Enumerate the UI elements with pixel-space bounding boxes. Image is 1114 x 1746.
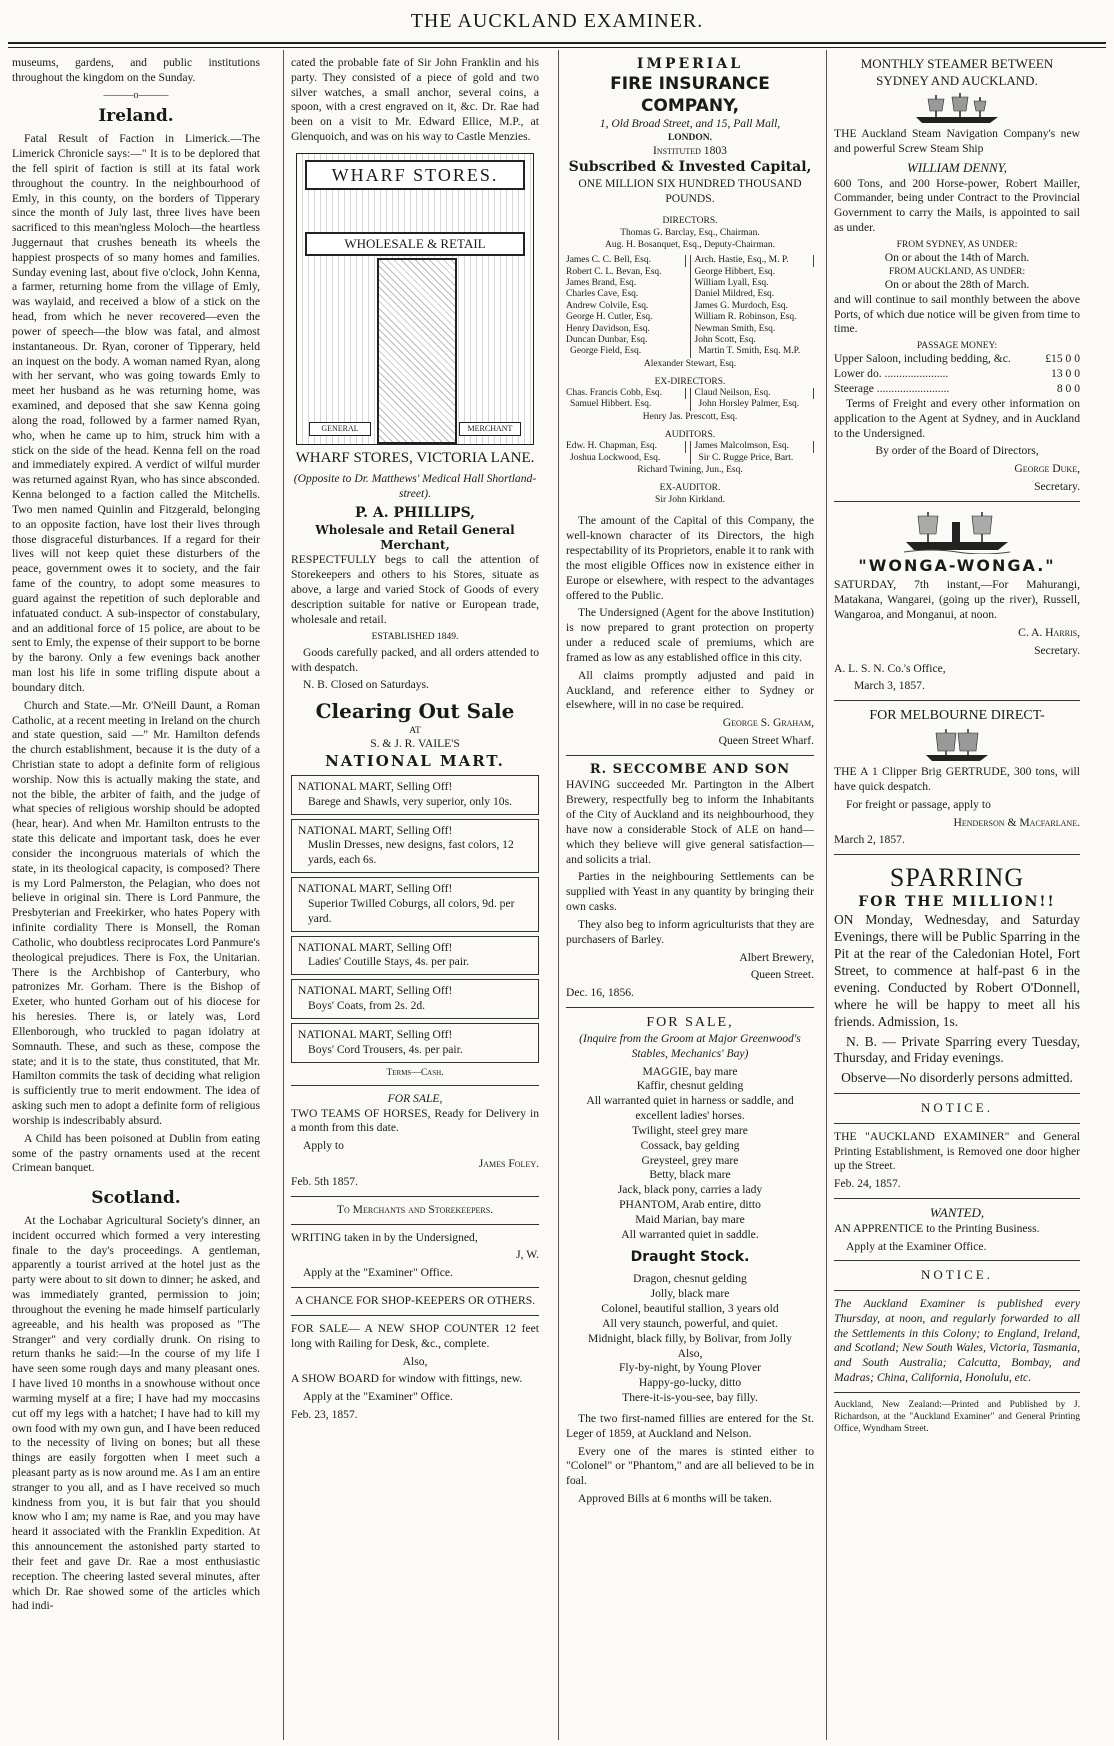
- apply-to: Apply to: [303, 1139, 344, 1153]
- brewery-street: Queen Street.: [750, 968, 814, 982]
- article-paragraph: Church and State.—Mr. O'Neill Daunt, a Roman Catholic, at a recent meeting in Ireland on the church and state question, said —" Mr. Hamilton defends the church establishment, because it is the duty of a Christian state to adopt a definite form of religious worship. Now this is actually making the state, and not the bible, the arbiter of faith, and the judge of what species of religious worship should be adopted (hear, hear). And when Mr. Hamilton entrusts to the state this delicate and important task, does he ever consider the incongruous materials of which the state, in its theological capacity, is composed? There is my Lord Palmerston, the Pelagian, who does not believe in original sin. There is Lord Panmure, the Presbyterian and Freekirker, who hates Popery with infinite cordiality There is Monsell, the Roman Catholic, who doubtless reciprocates Lord Panmure's theological prejudices. There is Fox, the Unitarian. There is the Archbishop of Canterbury, who patronizes Mr. Gorham. There is the Bishop of Exeter, who hunted Gorham out of his diocese for his heresies. There is, or lately was, Lord Ellenborough, who truckled to pagan idolatry at Somnauth. These, and such as these, compose the state; and it is to the state, thus constituted, that Mr. Hamilton commits the task of deciding what religion is sufficiently true to merit endowment. The idea of asking such men to adopt a definite form of religious worship is indescribably absurd.: [12, 698, 260, 1127]
- ex-director: Henry Jas. Prescott, Esq.: [642, 411, 738, 422]
- steamship-icon: [912, 91, 1002, 125]
- divider: [291, 1287, 539, 1288]
- store-door: [377, 258, 457, 444]
- mart-item-head: NATIONAL MART, Selling Off!: [298, 984, 453, 998]
- sparring-heading: SPARRING: [889, 863, 1025, 893]
- divider: [566, 755, 814, 756]
- ireland-heading: Ireland.: [98, 106, 174, 127]
- horse-item: Kaffir, chesnut gelding: [636, 1079, 744, 1093]
- wonga-heading: "WONGA-WONGA.": [858, 555, 1056, 575]
- mart-item-head: NATIONAL MART, Selling Off!: [298, 1027, 453, 1041]
- director: Daniel Mildred, Esq.: [694, 289, 775, 300]
- foley-name: James Foley.: [478, 1157, 539, 1171]
- mart-item: [291, 819, 539, 873]
- director: Newman Smith, Esq.: [694, 323, 776, 334]
- director: William R. Robinson, Esq.: [694, 312, 797, 323]
- horse-item: All warranted quiet in harness or saddle, and excellent ladies' horses.: [586, 1094, 794, 1123]
- mart-item: [291, 1023, 539, 1063]
- fare-row: [834, 367, 1080, 382]
- seccombe-paragraph: They also beg to inform agriculturists that they are purchasers of Barley.: [566, 917, 814, 946]
- director: Duncan Dunbar, Esq.: [566, 334, 648, 345]
- auditor: Richard Twining, Jun., Esq.: [637, 464, 743, 475]
- director: Robert C. L. Bevan, Esq.: [566, 266, 662, 277]
- alsn-date: March 3, 1857.: [854, 679, 925, 693]
- fare-price: 8 0 0: [1056, 382, 1080, 396]
- horse-item: Maid Marian, bay mare: [635, 1212, 745, 1226]
- sparring-paragraph: Observe—No disorderly persons admitted.: [841, 1070, 1073, 1086]
- publication-notice: The Auckland Examiner is published every Thursday, at noon, and regularly forwarded to all the Settlements in this Colony; to England, Ireland, and Scotland; New South Wales, Victoria, Tasmania, and South Australia; Calcutta, Bombay, and Madras; China, California, Honolulu, etc.: [834, 1296, 1080, 1385]
- for-sale-paragraph: The two first-named fillies are entered for the St. Leger of 1859, at Auckland and Nelson.: [566, 1411, 814, 1440]
- mart-item-body: Superior Twilled Coburgs, all colors, 9d. per yard.: [308, 896, 515, 925]
- melbourne-heading: FOR MELBOURNE DIRECT-: [869, 708, 1045, 724]
- passage-heading: PASSAGE MONEY:: [916, 341, 998, 352]
- draught-item: There-it-is-you-see, bay filly.: [622, 1391, 758, 1405]
- divider: [566, 1007, 814, 1008]
- established: ESTABLISHED 1849.: [371, 631, 459, 642]
- draught-stock-heading: Draught Stock.: [630, 1248, 750, 1265]
- ex-director: Samuel Hibbert. Esq.: [570, 399, 652, 410]
- divider: [834, 1392, 1080, 1393]
- fare-table: [834, 352, 1080, 396]
- mart-item-head: NATIONAL MART, Selling Off!: [298, 882, 453, 896]
- ex-auditor-heading: EX-AUDITOR.: [659, 483, 721, 494]
- instituted: Instituted 1803: [653, 144, 727, 158]
- intro-text: museums, gardens, and public institutions throughout the kingdom on the Sunday.: [12, 56, 260, 84]
- director: James C. C. Bell, Esq.: [566, 255, 686, 266]
- clearing-sale-heading: Clearing Out Sale: [315, 699, 515, 724]
- divider: [834, 700, 1080, 701]
- draught-item: All very staunch, powerful, and quiet.: [602, 1316, 778, 1330]
- foley-date: Feb. 5th 1857.: [291, 1174, 358, 1188]
- divider: [834, 1260, 1080, 1261]
- jw-sign: J, W.: [516, 1248, 539, 1262]
- mart-items: [291, 775, 539, 1063]
- horses-ad: TWO TEAMS OF HORSES, Ready for Delivery in a month from this date.: [291, 1106, 539, 1135]
- for-sale-heading: FOR SALE,: [646, 1015, 734, 1031]
- horse-item: Jack, black pony, carries a lady: [617, 1183, 763, 1197]
- million-heading: FOR THE MILLION!!: [858, 894, 1056, 911]
- for-sale-paragraph: Every one of the mares is stinted either to "Colonel" or "Phantom," and are all believed to be in foal.: [566, 1444, 814, 1488]
- from-auckland: FROM AUCKLAND, AS UNDER:: [888, 266, 1026, 277]
- article-continuation: cated the probable fate of Sir John Franklin and his party. They consisted of a piece of gold and two silver watches, a small anchor, several coins, a spoon, with a crest engraved on it, &c. Dr. Rae had been on a visit to Mr. Edward Ellice, M.P., at Glenquoich, and was on his way to Castle Menzies.: [291, 56, 539, 144]
- phillips-body: RESPECTFULLY begs to call the attention of Storekeepers and others to his Stores, situate as above, a large and varied Stock of Goods of every description suitable for native or European trade, wholesale and retail.: [291, 553, 539, 626]
- fare-row: [834, 352, 1080, 367]
- notice-heading: NOTICE.: [921, 1100, 993, 1116]
- horse-item: Betty, black mare: [649, 1168, 731, 1182]
- chance-heading: A CHANCE FOR SHOP-KEEPERS OR OTHERS.: [294, 1294, 536, 1308]
- brewery-date: Dec. 16, 1856.: [566, 986, 634, 1000]
- capital-amount: ONE MILLION SIX HUNDRED THOUSAND POUNDS.: [578, 177, 802, 205]
- fare-label: Upper Saloon, including bedding, &c.: [834, 352, 1011, 366]
- for-sale-heading: FOR SALE,: [387, 1091, 443, 1105]
- mart-item: [291, 936, 539, 976]
- steamer-paragraph: 600 Tons, and 200 Horse-power, Robert Mailler, Commander, being under Contract to the Provincial Government to carry the Mails, is appointed to sail as under.: [834, 176, 1080, 235]
- show-board-ad: A SHOW BOARD for window with fittings, new.: [291, 1372, 523, 1386]
- notice-heading: NOTICE.: [921, 1267, 993, 1283]
- auckland-date: On or about the 28th of March.: [884, 277, 1030, 291]
- auditor: Sir C. Rugge Price, Bart.: [698, 452, 794, 463]
- apply-examiner: Apply at the "Examiner" Office.: [303, 1390, 453, 1404]
- director: George H. Cutler, Esq.: [566, 312, 653, 323]
- wonga-paragraph: SATURDAY, 7th instant,—For Mahurangi, Matakana, Wangarei, (going up the river), Russell, Wangaroa, and Monganui, at noon.: [834, 578, 1080, 622]
- store-sign-left: GENERAL: [309, 422, 371, 436]
- fare-row: [834, 382, 1080, 397]
- brewery-name: Albert Brewery,: [739, 950, 814, 964]
- directors-right: [691, 255, 815, 358]
- wharf-stores-engraving: [296, 153, 534, 445]
- ex-director: Claud Neilson, Esq.: [695, 388, 815, 399]
- fare-price: 13 0 0: [1051, 367, 1080, 381]
- store-sign-middle: WHOLESALE & RETAIL: [305, 232, 525, 256]
- mart-item: [291, 877, 539, 931]
- article-paragraph: Fatal Result of Faction in Limerick.—The Limerick Chronicle says:—" It is to be deplored that the fell spirit of faction is still at its fatal work throughout the country. In the neighbourhood of Emly, in this county, on the borders of Tipperary since the month of July last, three lives have been sacrificed to this mean'ngless Moloch—the heartless Juggernaut that crushes beneath its wheels the happiest prospects of so many homes and families. Sunday evening last, about five o'clock, John Kenna, a farmer, returning home from the village of Emly, was waylaid, and received a blow of a stick on the head, from which he never recovered—even the power of speech—the blow was fatal, and almost instantaneous. Dr. Ryan, coroner of Tipperary, held an inquest on the body. A woman named Ryan, along with her servant, who was going towards Emly to meet her husband as he was returning home, was examined, and deposed that she saw Kenna going along the road, followed by a farmer named Ryan, who, when he came up to him, struck him with a stick on the side of the head. Kenna fell on the road and immediately expired. A verdict of wilful murder was returned against Ryan, who has since absconded. Kenna belonged to a faction called the Mitchells. Two men named Quinlin and Fitzgerald, belonging to an opposite faction, have lost their lives through those disgraceful disturbances. If a regard for their lives will not keep quiet these disturbers of the peace, government owes it to society, and the fair fame of the country, to adopt some measures to guard against the repetition of such deplorable and infatuated conduct. A sub-inspector of constabulary, and an additional force of 15 police, are about to be sent to Emly, the expense of their support to be borne by the barony. Only a few evenings back another man lost his life in some trifling dispute about a boundary ditch.: [12, 132, 260, 694]
- fare-price: £15 0 0: [1045, 352, 1080, 366]
- london-label: LONDON.: [667, 133, 713, 144]
- divider: [291, 1085, 539, 1086]
- column-3: [566, 56, 814, 1738]
- ex-director: Chas. Francis Cobb, Esq.: [566, 388, 686, 399]
- insurance-paragraph: The Undersigned (Agent for the above Institution) is now prepared to grant protection on property under a reduced scale of premiums, which are framed as low as any established office in this city.: [566, 606, 814, 664]
- chairman: Thomas G. Barclay, Esq., Chairman.: [620, 227, 760, 238]
- divider: [291, 1315, 539, 1316]
- draught-item: Midnight, black filly, by Bolivar, from Jolly: [588, 1331, 792, 1345]
- divider: [834, 1198, 1080, 1199]
- column-divider: [558, 50, 559, 1740]
- fare-label: Lower do. ......................: [834, 367, 949, 381]
- divider: [834, 854, 1080, 855]
- ex-auditor: Sir John Kirkland.: [655, 495, 725, 506]
- article-paragraph: A Child has been poisoned at Dublin from eating some of the pastry ornaments used at the recent Crimean banquet.: [12, 1131, 260, 1175]
- for-sale-subtitle: (Inquire from the Groom at Major Greenwood's Stables, Mechanics' Bay): [579, 1031, 801, 1060]
- director: James Brand, Esq.: [566, 278, 637, 289]
- shop-counter-ad: FOR SALE— A NEW SHOP COUNTER 12 feet long with Railing for Desk, &c., complete.: [291, 1321, 539, 1350]
- fire-insurance-heading: FIRE INSURANCE COMPANY,: [610, 73, 770, 116]
- director: Henry Davidson, Esq.: [566, 323, 650, 334]
- draught-item: Also,: [677, 1346, 703, 1360]
- horse-item: Cossack, bay gelding: [640, 1138, 740, 1152]
- by-order: By order of the Board of Directors,: [875, 444, 1039, 458]
- masthead-rule: [8, 42, 1106, 48]
- from-sydney: FROM SYDNEY, AS UNDER:: [896, 239, 1018, 250]
- seccombe-paragraph: Parties in the neighbouring Settlements can be supplied with Yeast in any quantity by bringing their own casks.: [566, 870, 814, 914]
- vaile-name: S. & J. R. VAILE'S: [370, 736, 460, 750]
- at-label: AT: [409, 725, 421, 736]
- divider: [834, 1123, 1080, 1124]
- divider: [834, 501, 1080, 502]
- horse-item: Twilight, steel grey mare: [632, 1123, 748, 1137]
- store-sign-top: WHARF STORES.: [305, 160, 525, 190]
- wanted-heading: WANTED,: [929, 1205, 985, 1221]
- imperial-heading: IMPERIAL: [636, 56, 744, 72]
- auditor: Joshua Lockwood, Esq.: [570, 452, 661, 463]
- wanted-paragraph: AN APPRENTICE to the Printing Business.: [834, 1221, 1040, 1235]
- director: Alexander Stewart, Esq.: [643, 358, 737, 369]
- director: George Field, Esq.: [570, 346, 642, 357]
- column-1: [12, 56, 260, 1738]
- steamer-paragraph: THE Auckland Steam Navigation Company's new and powerful Screw Steam Ship: [834, 127, 1080, 156]
- mart-item-head: NATIONAL MART, Selling Off!: [298, 823, 453, 837]
- notice-paragraph: THE "AUCKLAND EXAMINER" and General Printing Establishment, is Removed one door higher up the Street.: [834, 1129, 1080, 1173]
- national-mart-heading: NATIONAL MART.: [325, 751, 505, 770]
- printer-imprint: Auckland, New Zealand:—Printed and Published by J. Richardson, at the "Auckland Examiner" and General Printing Office, Wyndham Street.: [834, 1399, 1080, 1435]
- horse-item: All warranted quiet in saddle.: [621, 1227, 759, 1241]
- wharf-title: WHARF STORES, VICTORIA LANE.: [295, 449, 535, 466]
- wanted-apply: Apply at the Examiner Office.: [846, 1239, 987, 1253]
- divider: [834, 1290, 1080, 1291]
- also-label: Also,: [402, 1354, 428, 1368]
- graham-name: George S. Graham,: [722, 716, 814, 730]
- scotland-heading: Scotland.: [91, 1188, 181, 1209]
- sparring-paragraph: N. B. — Private Sparring every Tuesday, Thursday, and Friday evenings.: [834, 1033, 1080, 1066]
- mart-item: [291, 979, 539, 1019]
- gertrude-paragraph: THE A 1 Clipper Brig GERTRUDE, 300 tons, will have quick despatch.: [834, 765, 1080, 793]
- terms: Terms—Cash.: [386, 1067, 444, 1078]
- insurance-paragraph: All claims promptly adjusted and paid in Auckland, and reference either to Sydney or elsewhere, will in no case be required.: [566, 668, 814, 712]
- phillips-name: P. A. PHILLIPS,: [354, 504, 476, 521]
- graham-address: Queen Street Wharf.: [718, 734, 814, 748]
- divider: [834, 1093, 1080, 1094]
- article-paragraph: At the Lochabar Agricultural Society's dinner, an incident occurred which formed a very interesting finale to the day's proceedings. A gentleman, apparently a tourist arrived at the hotel just as the party were about to sit down to dinner; he asked, and was immediately granted, permission to join; throughout the evening he made himself particularly agreeable, and his health was proposed as "The Stranger" and very cordially drunk. On rising to return thanks he said:—In the course of my life I have seen some rough days and many pleasant ones. I have lived 10 months in a snowhouse without once warming myself at a fire; I have had my moccasins cut off my legs with a hatchet; I have had to kill my own food with my own gun, and I have been reduced to the necessity of living on bones; but all these things are easily forgotten when I meet such a pleasant party as is now around me. As I am an entire stranger to you all, and as I have received so much kindness from you, it is but fair that you should know who I am; my name is Rae, and you may have heard it associated with the Franklin Expedition. At this announcement the astonished party started to their feet and gave Dr. Rae a most enthusiastic reception. The cheering lasted several minutes, after which Dr. Rae showed some of the articles which had indi-: [12, 1213, 260, 1613]
- for-sale-paragraph: Approved Bills at 6 months will be taken.: [578, 1492, 772, 1506]
- fare-label: Steerage .........................: [834, 382, 950, 396]
- merchants-heading: To Merchants and Storekeepers.: [336, 1202, 494, 1216]
- director: Martin T. Smith, Esq. M.P.: [698, 346, 801, 357]
- auditor: James Malcolmson, Esq.: [695, 441, 815, 452]
- draught-item: Dragon, chesnut gelding: [633, 1272, 747, 1286]
- sparring-paragraph: ON Monday, Wednesday, and Saturday Evenings, there will be Public Sparring in the Pit at the rear of the Caledonian Hotel, Fort Street, to commence at half-past 6 in the evening. Conducted by Robert O'Donnell, where he will be happy to meet all his friends. Admission, 1s.: [834, 912, 1080, 1029]
- director: Andrew Colvile, Esq.: [566, 300, 649, 311]
- mart-item-body: Muslin Dresses, new designs, fast colors, 12 yards, each 6s.: [308, 838, 514, 867]
- mart-item-head: NATIONAL MART, Selling Off!: [298, 940, 453, 954]
- draught-item: Fly-by-night, by Young Plover: [618, 1361, 762, 1375]
- shop-date: Feb. 23, 1857.: [291, 1407, 358, 1421]
- auditors-list: [566, 441, 814, 464]
- insurance-paragraph: The amount of the Capital of this Company, the well-known character of its Directors, the high respectability of its Proprietors, enable it to rank with the most eligible Offices now in existence either in Europe or elsewhere, with respect to the advantages offered to the Public.: [566, 514, 814, 602]
- draught-item: Jolly, black mare: [650, 1287, 730, 1301]
- capital-heading: Subscribed & Invested Capital,: [568, 159, 812, 176]
- director: George Hibbert, Esq.: [694, 266, 776, 277]
- mart-item-body: Boys' Coats, from 2s. 2d.: [308, 999, 426, 1013]
- draught-item: Happy-go-lucky, ditto: [638, 1376, 742, 1390]
- horse-list: [566, 1065, 814, 1243]
- masthead: THE AUCKLAND EXAMINER.: [410, 10, 704, 32]
- column-4: [834, 56, 1080, 1738]
- seccombe-heading: R. SECCOMBE AND SON: [589, 761, 791, 777]
- divider: [291, 1196, 539, 1197]
- harris-name: C. A. Harris,: [1018, 625, 1080, 639]
- store-sign-right: MERCHANT: [459, 422, 521, 436]
- column-divider: [283, 50, 284, 1740]
- seccombe-paragraph: HAVING succeeded Mr. Partington in the Albert Brewery, respectfully beg to inform the Inhabitants of the City of Auckland and its neighbourhood, they have now a considerable Stock of ALE on hand—which they believe will give general satisfaction—and solicits a trial.: [566, 778, 814, 866]
- auditor: Edw. H. Chapman, Esq.: [566, 441, 686, 452]
- duke-name: George Duke,: [1014, 462, 1080, 476]
- mart-item-head: NATIONAL MART, Selling Off!: [298, 779, 453, 793]
- director: John Scott, Esq.: [694, 334, 756, 345]
- freight-text: For freight or passage, apply to: [846, 797, 991, 811]
- henderson-name: Henderson & Macfarlane.: [953, 815, 1080, 829]
- director: Arch. Hastie, Esq., M. P.: [695, 255, 815, 266]
- divider: [291, 1224, 539, 1225]
- harris-title: Secretary.: [1034, 643, 1080, 657]
- draught-item: Colonel, beautiful stallion, 3 years old: [601, 1302, 779, 1316]
- column-2: [291, 56, 539, 1738]
- steamship-icon: [902, 508, 1012, 554]
- apply-examiner: Apply at the "Examiner" Office.: [303, 1266, 453, 1280]
- ship-name: WILLIAM DENNY,: [907, 159, 1007, 175]
- mart-item-body: Boys' Cord Trousers, 4s. per pair.: [308, 1042, 463, 1056]
- melbourne-date: March 2, 1857.: [834, 833, 905, 847]
- sydney-date: On or about the 14th of March.: [884, 251, 1030, 264]
- notice-date: Feb. 24, 1857.: [834, 1177, 901, 1191]
- alsn-office: A. L. S. N. Co.'s Office,: [834, 661, 946, 675]
- horse-item: Greysteel, grey mare: [641, 1153, 739, 1167]
- steamer-paragraph: and will continue to sail monthly between the above Ports, of which due notice will be given from time to time.: [834, 292, 1080, 336]
- horse-item: PHANTOM, Arab entire, ditto: [619, 1198, 761, 1212]
- closed-text: N. B. Closed on Saturdays.: [303, 678, 429, 692]
- brig-icon: [922, 727, 992, 763]
- mart-item-body: Barege and Shawls, very superior, only 10s.: [308, 794, 512, 808]
- packed-text: Goods carefully packed, and all orders attended to with despatch.: [291, 645, 539, 674]
- horse-item: MAGGIE, bay mare: [642, 1064, 738, 1078]
- ex-director: John Horsley Palmer, Esq.: [698, 399, 800, 410]
- directors-left: [566, 255, 691, 358]
- duke-title: Secretary.: [1034, 480, 1080, 494]
- steamer-heading: MONTHLY STEAMER BETWEEN SYDNEY AND AUCKLAND.: [860, 56, 1054, 88]
- phillips-trade: Wholesale and Retail General Merchant,: [315, 522, 515, 553]
- directors-heading: DIRECTORS.: [662, 215, 718, 226]
- writing-ad: WRITING taken in by the Undersigned,: [291, 1230, 478, 1244]
- draught-list: [566, 1272, 814, 1405]
- director: James G. Murdoch, Esq.: [694, 300, 788, 311]
- steamer-paragraph: Terms of Freight and every other information on application to the Agent at Sydney, and in Auckland to the Undersigned.: [834, 396, 1080, 440]
- ex-directors-heading: EX-DIRECTORS.: [654, 376, 726, 387]
- deputy-chairman: Aug. H. Bosanquet, Esq., Deputy-Chairman.: [605, 240, 775, 251]
- director: Charles Cave, Esq.: [566, 289, 639, 300]
- column-divider: [826, 50, 827, 1740]
- directors-list: [566, 255, 814, 358]
- mart-item: [291, 775, 539, 815]
- auditors-heading: AUDITORS.: [664, 430, 716, 441]
- insurance-address: 1, Old Broad Street, and 15, Pall Mall,: [599, 117, 781, 131]
- ex-directors-list: [566, 388, 814, 411]
- director: William Lyall, Esq.: [694, 278, 769, 289]
- separator: ———o———: [103, 89, 169, 101]
- wharf-subtitle: (Opposite to Dr. Matthews' Medical Hall Shortland-street).: [293, 472, 537, 500]
- mart-item-body: Ladies' Coutille Stays, 4s. per pair.: [308, 955, 470, 969]
